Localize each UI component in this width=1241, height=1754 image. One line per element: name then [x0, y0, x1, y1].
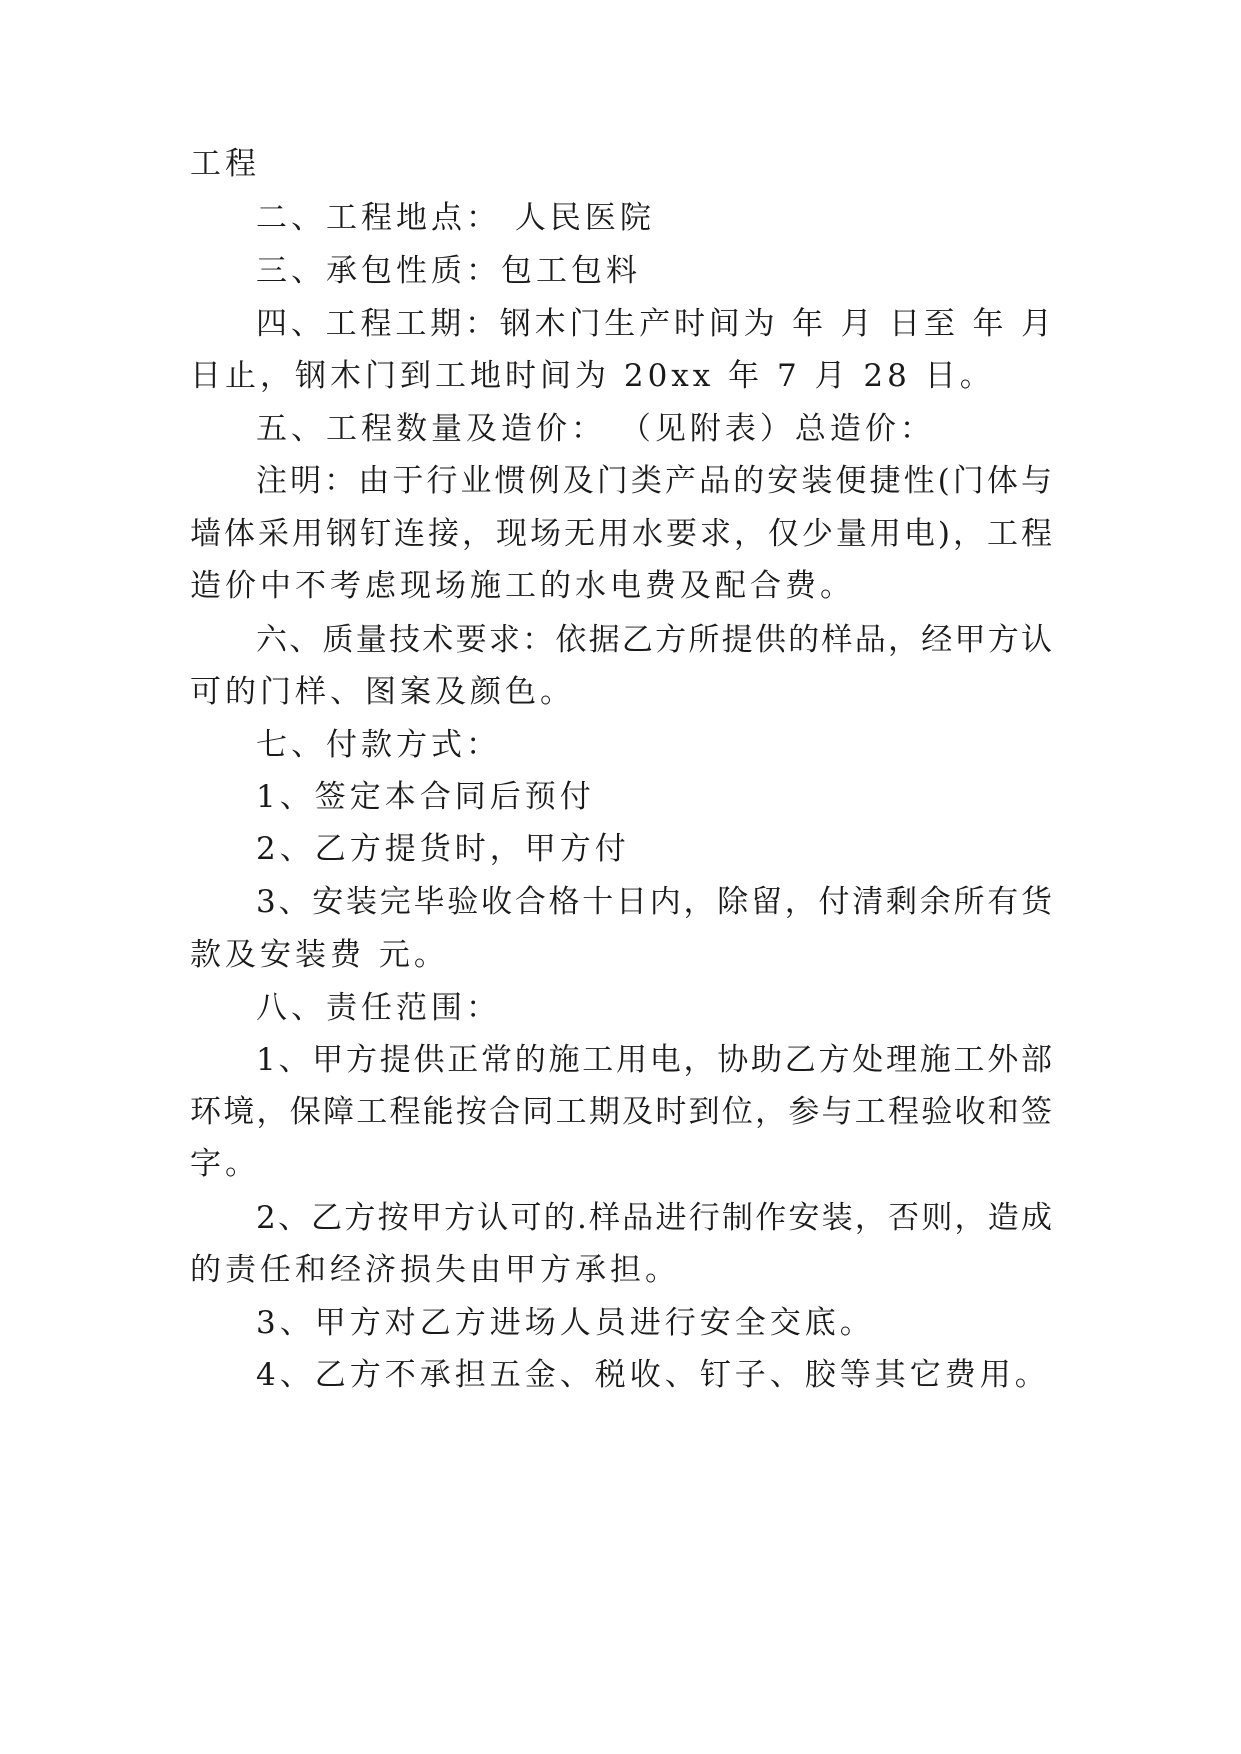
text-line: 可的门样、图案及颜色。: [190, 674, 575, 710]
text-line: 二、工程地点： 人民医院: [256, 200, 655, 236]
text-line: 环境，保障工程能按合同工期及时到位，参与工程验收和签: [190, 1094, 1052, 1130]
text-line: 工程: [190, 146, 260, 182]
text-line: 字。: [190, 1146, 260, 1182]
text-line: 2、乙方提货时，甲方付: [256, 831, 630, 867]
text-line: 造价中不考虑现场施工的水电费及配合费。: [190, 568, 855, 604]
text-line: 的责任和经济损失由甲方承担。: [190, 1252, 680, 1288]
text-line: 八、责任范围：: [256, 990, 501, 1026]
text-line: 1、甲方提供正常的施工用电，协助乙方处理施工外部: [256, 1042, 1052, 1078]
text-line: 1、签定本合同后预付: [256, 779, 595, 815]
text-line: 3、甲方对乙方进场人员进行安全交底。: [256, 1305, 875, 1341]
text-line: 款及安装费 元。: [190, 937, 449, 973]
text-line: 注明：由于行业惯例及门类产品的安装便捷性(门体与: [256, 463, 1052, 499]
text-line: 三、承包性质：包工包料: [256, 253, 641, 289]
text-line: 4、乙方不承担五金、税收、钉子、胶等其它费用。: [256, 1357, 1050, 1393]
text-line: 3、安装完毕验收合格十日内，除留，付清剩余所有货: [256, 884, 1052, 920]
text-line: 六、质量技术要求：依据乙方所提供的样品，经甲方认: [256, 622, 1052, 658]
text-line: 日止，钢木门到工地时间为 20xx 年 7 月 28 日。: [190, 358, 995, 394]
text-line: 四、工程工期：钢木门生产时间为 年 月 日至 年 月: [256, 306, 1052, 342]
text-line: 五、工程数量及造价： （见附表）总造价：: [256, 411, 935, 447]
text-line: 墙体采用钢钉连接，现场无用水要求，仅少量用电)，工程: [190, 516, 1052, 552]
text-line: 2、乙方按甲方认可的.样品进行制作安装，否则，造成: [256, 1200, 1052, 1236]
text-line: 七、付款方式：: [256, 727, 501, 763]
